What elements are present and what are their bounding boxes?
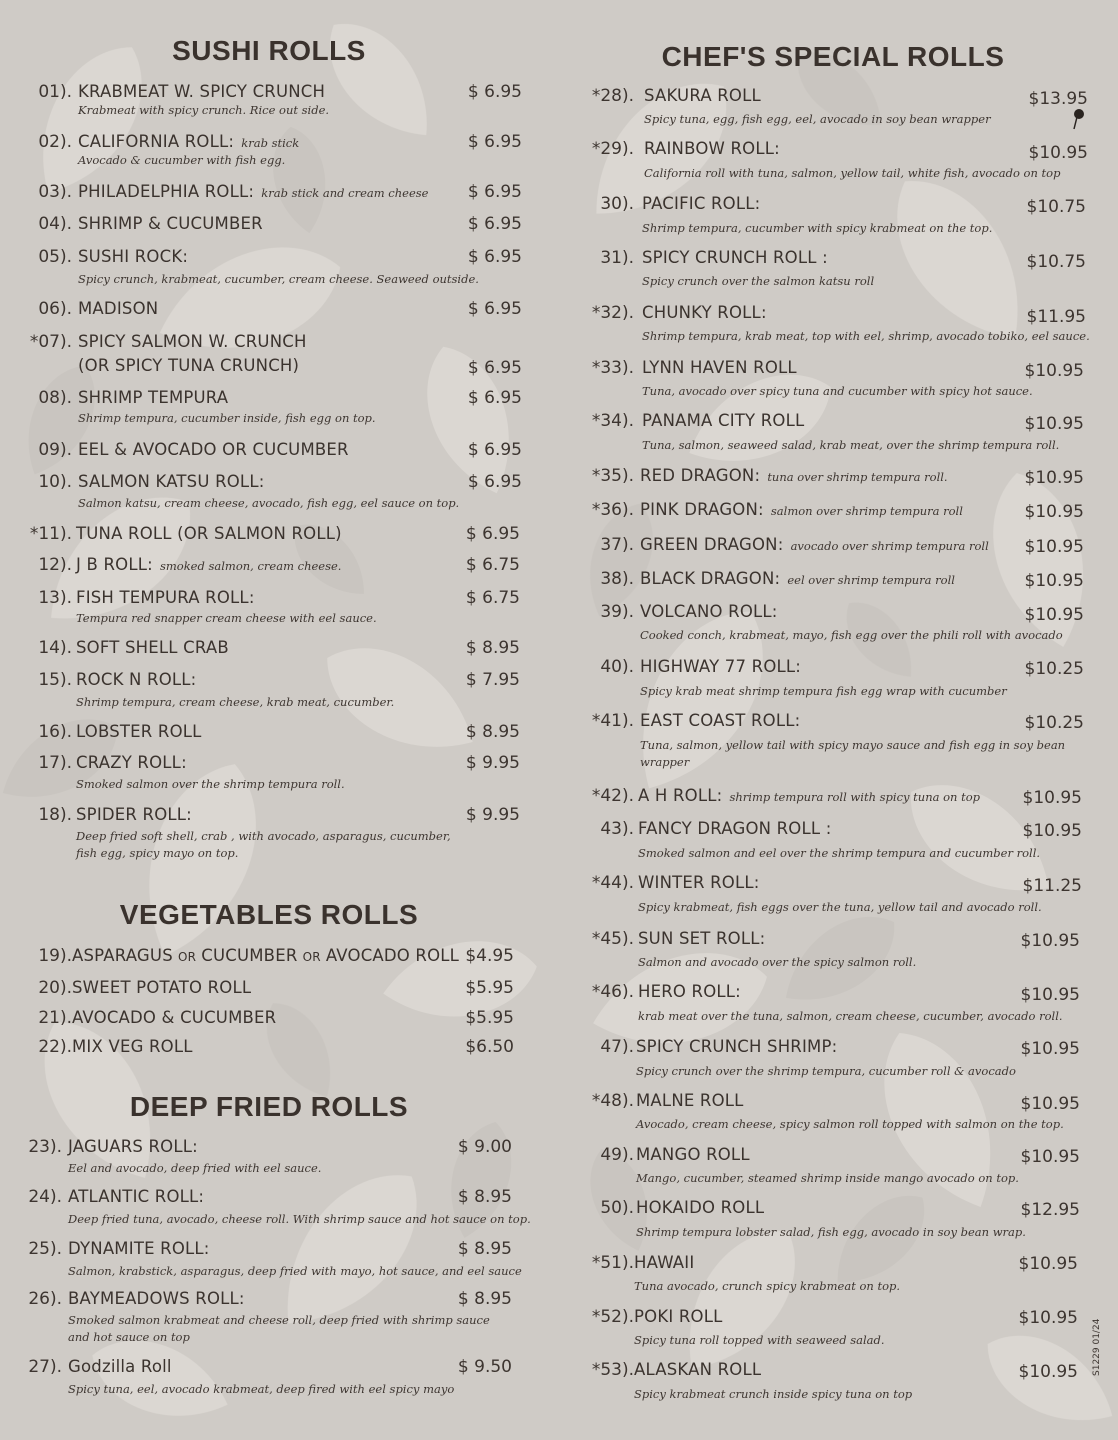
item-description: Salmon katsu, cream cheese, avocado, fish egg, eel sauce on top. bbox=[78, 496, 460, 510]
item-number: 21). bbox=[38, 1008, 72, 1028]
item-price: $4.95 bbox=[465, 946, 514, 966]
item-number: *28). bbox=[591, 86, 634, 106]
item-name: MIX VEG ROLL bbox=[72, 1037, 193, 1056]
item-price: $ 6.95 bbox=[467, 247, 522, 267]
item-price: $10.75 bbox=[1026, 197, 1086, 217]
item-price: $ 7.95 bbox=[465, 670, 520, 690]
item-number: *07). bbox=[29, 332, 72, 352]
item-description: Tuna, avocado over spicy tuna and cucumber with spicy hot sauce. bbox=[642, 384, 1033, 398]
item-number: 43). bbox=[600, 819, 634, 839]
item-number: *34). bbox=[591, 411, 634, 431]
item-price: $10.95 bbox=[1024, 537, 1084, 557]
item-number: 27). bbox=[28, 1357, 62, 1377]
item-price: $ 6.75 bbox=[465, 555, 520, 575]
item-name: GREEN DRAGON: bbox=[640, 535, 784, 554]
item-price: $ 8.95 bbox=[457, 1289, 512, 1309]
item-price: $10.25 bbox=[1024, 659, 1084, 679]
item-description: Spicy crunch, krabmeat, cucumber, cream cheese. Seaweed outside. bbox=[78, 272, 479, 286]
item-price: $ 9.95 bbox=[465, 805, 520, 825]
item-number: 38). bbox=[600, 569, 634, 589]
item-name: JAGUARS ROLL: bbox=[68, 1137, 198, 1156]
item-name: FANCY DRAGON ROLL : bbox=[638, 819, 832, 838]
item-note: salmon over shrimp tempura roll bbox=[770, 504, 963, 518]
vegetables-rolls-title: VEGETABLES ROLLS bbox=[119, 899, 419, 930]
item-number: 19). bbox=[38, 946, 72, 966]
item-number: *11). bbox=[29, 524, 72, 544]
item-price: $ 8.95 bbox=[465, 638, 520, 658]
item-name: KRABMEAT W. SPICY CRUNCH bbox=[78, 82, 326, 101]
item-name: RED DRAGON: bbox=[640, 466, 761, 485]
item-name: SHRIMP TEMPURA bbox=[78, 388, 229, 407]
item-description: Spicy tuna, eel, avocado krabmeat, deep fired with eel spicy mayo bbox=[68, 1382, 455, 1396]
item-number: 39). bbox=[600, 602, 634, 622]
item-number: 05). bbox=[38, 247, 72, 267]
item-number: 22). bbox=[38, 1037, 72, 1057]
item-description: Shrimp tempura lobster salad, fish egg, avocado in soy bean wrap. bbox=[636, 1225, 1026, 1239]
item-name: SUN SET ROLL: bbox=[638, 929, 766, 948]
item-description-line-2: wrapper bbox=[640, 755, 690, 769]
item-name-connector: OR bbox=[302, 950, 321, 964]
item-price: $10.95 bbox=[1024, 361, 1084, 381]
item-name: BLACK DRAGON: bbox=[640, 569, 781, 588]
item-name: LYNN HAVEN ROLL bbox=[642, 358, 797, 377]
item-price: $ 6.95 bbox=[467, 82, 522, 102]
item-number: 40). bbox=[600, 657, 634, 677]
item-description: Eel and avocado, deep fried with eel sauce. bbox=[68, 1161, 322, 1175]
item-name: ALASKAN ROLL bbox=[634, 1360, 762, 1379]
item-price: $12.95 bbox=[1020, 1200, 1080, 1220]
item-number: 04). bbox=[38, 214, 72, 234]
item-number: 17). bbox=[38, 753, 72, 773]
item-price: $10.95 bbox=[1020, 1147, 1080, 1167]
item-name: PANAMA CITY ROLL bbox=[642, 411, 805, 430]
item-price: $5.95 bbox=[465, 1008, 514, 1028]
item-number: 02). bbox=[38, 132, 72, 152]
item-name: CHUNKY ROLL: bbox=[642, 303, 767, 322]
item-price: $10.95 bbox=[1018, 1362, 1078, 1382]
item-name: SAKURA ROLL bbox=[644, 86, 761, 105]
item-price: $10.95 bbox=[1022, 788, 1082, 808]
item-name: Godzilla Roll bbox=[68, 1357, 172, 1376]
item-number: *46). bbox=[591, 982, 634, 1002]
item-name: CALIFORNIA ROLL: bbox=[78, 132, 235, 151]
item-number: *35). bbox=[591, 466, 634, 486]
item-price: $10.95 bbox=[1020, 1039, 1080, 1059]
item-name-part: AVOCADO ROLL bbox=[325, 946, 460, 965]
item-number: *45). bbox=[591, 929, 634, 949]
item-name-part: CUCUMBER bbox=[201, 946, 298, 965]
item-price: $ 6.95 bbox=[467, 440, 522, 460]
item-name: SPIDER ROLL: bbox=[76, 805, 192, 824]
item-price: $ 9.50 bbox=[457, 1357, 512, 1377]
item-name: PINK DRAGON: bbox=[640, 500, 764, 519]
item-name: MADISON bbox=[78, 299, 159, 318]
item-name: HOKAIDO ROLL bbox=[636, 1198, 765, 1217]
item-price: $10.95 bbox=[1022, 821, 1082, 841]
item-number: 37). bbox=[600, 535, 634, 555]
item-name: PHILADELPHIA ROLL: bbox=[78, 182, 255, 201]
item-name: DYNAMITE ROLL: bbox=[68, 1239, 210, 1258]
item-name: J B ROLL: bbox=[76, 555, 153, 574]
item-description: Smoked salmon and eel over the shrimp tempura and cucumber roll. bbox=[638, 846, 1041, 860]
item-note: krab stick bbox=[241, 136, 300, 150]
item-price: $10.95 bbox=[1024, 605, 1084, 625]
item-number: 49). bbox=[600, 1145, 634, 1165]
item-number: 26). bbox=[28, 1289, 62, 1309]
item-price: $10.95 bbox=[1020, 985, 1080, 1005]
item-name: RAINBOW ROLL: bbox=[644, 139, 780, 158]
item-name: BAYMEADOWS ROLL: bbox=[68, 1289, 245, 1308]
item-name: ATLANTIC ROLL: bbox=[68, 1187, 205, 1206]
item-price: $ 6.95 bbox=[467, 358, 522, 378]
item-number: *52). bbox=[591, 1307, 634, 1327]
item-price: $ 6.95 bbox=[467, 472, 522, 492]
item-description: Salmon, krabstick, asparagus, deep fried with mayo, hot sauce, and eel sauce bbox=[68, 1264, 522, 1278]
item-description: Smoked salmon over the shrimp tempura roll. bbox=[76, 777, 345, 791]
item-name: A H ROLL: bbox=[638, 786, 723, 805]
item-price: $ 6.95 bbox=[467, 132, 522, 152]
item-number: 03). bbox=[38, 182, 72, 202]
item-description: Spicy krabmeat crunch inside spicy tuna on top bbox=[634, 1387, 913, 1401]
item-description: krab meat over the tuna, salmon, cream cheese, cucumber, avocado roll. bbox=[638, 1009, 1063, 1023]
item-number: 15). bbox=[38, 670, 72, 690]
item-description: Spicy tuna roll topped with seaweed salad. bbox=[634, 1333, 885, 1347]
item-number: *41). bbox=[591, 711, 634, 731]
item-number: 08). bbox=[38, 388, 72, 408]
item-description: Krabmeat with spicy crunch. Rice out side. bbox=[78, 103, 330, 117]
item-price: $10.25 bbox=[1024, 713, 1084, 733]
item-number: 09). bbox=[38, 440, 72, 460]
item-name: VOLCANO ROLL: bbox=[640, 602, 778, 621]
ink-mark-icon bbox=[1071, 108, 1085, 130]
item-number: 10). bbox=[38, 472, 72, 492]
item-description: Spicy krab meat shrimp tempura fish egg wrap with cucumber bbox=[640, 684, 1007, 698]
item-description: Shrimp tempura, cucumber inside, fish egg on top. bbox=[78, 411, 376, 425]
item-description: Spicy crunch over the salmon katsu roll bbox=[642, 274, 875, 288]
item-note: smoked salmon, cream cheese. bbox=[159, 559, 342, 573]
item-price: $6.50 bbox=[465, 1037, 514, 1057]
item-number: *44). bbox=[591, 873, 634, 893]
item-number: *48). bbox=[591, 1091, 634, 1111]
item-description: Tuna, salmon, seaweed salad, krab meat, over the shrimp tempura roll. bbox=[642, 438, 1060, 452]
item-description: Deep fried soft shell, crab , with avocado, asparagus, cucumber, bbox=[76, 829, 451, 843]
item-name: AVOCADO & CUCUMBER bbox=[72, 1008, 277, 1027]
item-number: *29). bbox=[591, 139, 634, 159]
item-price: $5.95 bbox=[465, 978, 514, 998]
item-number: *53). bbox=[591, 1360, 634, 1380]
item-description: Mango, cucumber, steamed shrimp inside mango avocado on top. bbox=[636, 1171, 1019, 1185]
item-price: $ 8.95 bbox=[457, 1239, 512, 1259]
item-price: $ 6.95 bbox=[467, 388, 522, 408]
item-number: *42). bbox=[591, 786, 634, 806]
chefs-special-rolls-title: CHEF'S SPECIAL ROLLS bbox=[661, 41, 1005, 72]
item-price: $ 6.95 bbox=[467, 214, 522, 234]
item-note: krab stick and cream cheese bbox=[261, 186, 429, 200]
item-price: $ 6.95 bbox=[467, 299, 522, 319]
item-name: HERO ROLL: bbox=[638, 982, 741, 1001]
item-name: HIGHWAY 77 ROLL: bbox=[640, 657, 802, 676]
item-description: Spicy krabmeat, fish eggs over the tuna, yellow tail and avocado roll. bbox=[638, 900, 1042, 914]
item-price: $ 8.95 bbox=[465, 722, 520, 742]
print-code: S1229 01/24 bbox=[1092, 1318, 1102, 1376]
item-number: 30). bbox=[600, 194, 634, 214]
item-number: 12). bbox=[38, 555, 72, 575]
item-description: California roll with tuna, salmon, yellow tail, white fish, avocado on top bbox=[644, 166, 1061, 180]
item-name: HAWAII bbox=[634, 1253, 695, 1272]
item-name: SHRIMP & CUCUMBER bbox=[78, 214, 263, 233]
item-price: $ 9.95 bbox=[465, 753, 520, 773]
deep-fried-rolls-title: DEEP FRIED ROLLS bbox=[129, 1091, 409, 1122]
item-number: 24). bbox=[28, 1187, 62, 1207]
item-name-part: ASPARAGUS bbox=[72, 946, 173, 965]
item-price: $13.95 bbox=[1028, 89, 1088, 109]
item-number: 16). bbox=[38, 722, 72, 742]
item-price: $10.95 bbox=[1018, 1308, 1078, 1328]
item-price: $11.95 bbox=[1026, 307, 1086, 327]
item-description: Avocado, cream cheese, spicy salmon roll topped with salmon on the top. bbox=[636, 1117, 1064, 1131]
item-price: $ 8.95 bbox=[457, 1187, 512, 1207]
item-name: CRAZY ROLL: bbox=[76, 753, 187, 772]
item-name: SALMON KATSU ROLL: bbox=[78, 472, 265, 491]
item-description: Shrimp tempura, cucumber with spicy krabmeat on the top. bbox=[642, 221, 993, 235]
item-name: FISH TEMPURA ROLL: bbox=[76, 588, 255, 607]
item-name: SOFT SHELL CRAB bbox=[76, 638, 229, 657]
item-description-line-2: fish egg, spicy mayo on top. bbox=[76, 846, 239, 860]
item-description: Cooked conch, krabmeat, mayo, fish egg over the phili roll with avocado bbox=[640, 628, 1063, 642]
item-name: WINTER ROLL: bbox=[638, 873, 760, 892]
item-price: $ 9.00 bbox=[457, 1137, 512, 1157]
item-price: $ 6.75 bbox=[465, 588, 520, 608]
item-name: SPICY SALMON W. CRUNCH bbox=[78, 332, 307, 351]
item-name: SWEET POTATO ROLL bbox=[72, 978, 252, 997]
item-name-connector: OR bbox=[177, 950, 197, 964]
item-description: Deep fried tuna, avocado, cheese roll. With shrimp sauce and hot sauce on top. bbox=[68, 1212, 531, 1226]
item-price: $10.95 bbox=[1024, 414, 1084, 434]
item-name: SPICY CRUNCH SHRIMP: bbox=[636, 1037, 838, 1056]
item-description: Salmon and avocado over the spicy salmon roll. bbox=[638, 955, 917, 969]
item-note: avocado over shrimp tempura roll bbox=[790, 539, 989, 553]
item-name: TUNA ROLL (OR SALMON ROLL) bbox=[76, 524, 342, 543]
item-number: *51). bbox=[591, 1253, 634, 1273]
item-name: LOBSTER ROLL bbox=[76, 722, 202, 741]
item-number: 01). bbox=[38, 82, 72, 102]
item-note: eel over shrimp tempura roll bbox=[787, 573, 955, 587]
item-name: SUSHI ROCK: bbox=[78, 247, 189, 266]
item-price: $10.95 bbox=[1024, 502, 1084, 522]
item-number: 31). bbox=[600, 248, 634, 268]
item-description: Shrimp tempura, cream cheese, krab meat, cucumber. bbox=[76, 695, 395, 709]
item-name: POKI ROLL bbox=[634, 1307, 723, 1326]
sushi-rolls-title: SUSHI ROLLS bbox=[172, 35, 366, 66]
item-description: Tempura red snapper cream cheese with eel sauce. bbox=[76, 611, 377, 625]
item-price: $10.95 bbox=[1018, 1254, 1078, 1274]
item-number: 25). bbox=[28, 1239, 62, 1259]
item-description: Smoked salmon krabmeat and cheese roll, deep fried with shrimp sauce bbox=[68, 1313, 490, 1327]
item-name: ROCK N ROLL: bbox=[76, 670, 197, 689]
item-note: shrimp tempura roll with spicy tuna on top bbox=[729, 790, 981, 804]
item-number: 50). bbox=[600, 1198, 634, 1218]
item-number: 13). bbox=[38, 588, 72, 608]
item-name: PACIFIC ROLL: bbox=[642, 194, 761, 213]
item-description: Tuna avocado, crunch spicy krabmeat on top. bbox=[634, 1279, 901, 1293]
item-number: *36). bbox=[591, 500, 634, 520]
item-price: $10.95 bbox=[1024, 571, 1084, 591]
item-price: $11.25 bbox=[1022, 876, 1082, 896]
item-description: Spicy crunch over the shrimp tempura, cucumber roll & avocado bbox=[636, 1064, 1016, 1078]
item-description: Avocado & cucumber with fish egg. bbox=[78, 153, 286, 167]
item-price: $10.95 bbox=[1028, 143, 1088, 163]
item-number: 47). bbox=[600, 1037, 634, 1057]
item-note: tuna over shrimp tempura roll. bbox=[767, 470, 948, 484]
item-name: MANGO ROLL bbox=[636, 1145, 750, 1164]
item-number: 18). bbox=[38, 805, 72, 825]
item-price: $ 6.95 bbox=[465, 524, 520, 544]
item-number: *33). bbox=[591, 358, 634, 378]
item-price: $10.95 bbox=[1024, 468, 1084, 488]
item-number: 20). bbox=[38, 978, 72, 998]
item-number: 23). bbox=[28, 1137, 62, 1157]
item-number: 06). bbox=[38, 299, 72, 319]
item-number: 14). bbox=[38, 638, 72, 658]
item-number: *32). bbox=[591, 303, 634, 323]
item-price: $10.95 bbox=[1020, 1094, 1080, 1114]
item-price: $10.95 bbox=[1020, 931, 1080, 951]
item-name: MALNE ROLL bbox=[636, 1091, 744, 1110]
item-description: Tuna, salmon, yellow tail with spicy mayo sauce and fish egg in soy bean bbox=[640, 738, 1066, 752]
item-name: EAST COAST ROLL: bbox=[640, 711, 801, 730]
item-name-line-2: (OR SPICY TUNA CRUNCH) bbox=[78, 356, 300, 375]
item-description: Shrimp tempura, krab meat, top with eel, shrimp, avocado tobiko, eel sauce. bbox=[642, 329, 1090, 343]
item-price: $ 6.95 bbox=[467, 182, 522, 202]
item-description: Spicy tuna, egg, fish egg, eel, avocado in soy bean wrapper bbox=[644, 112, 991, 126]
item-name: EEL & AVOCADO OR CUCUMBER bbox=[78, 440, 349, 459]
item-price: $10.75 bbox=[1026, 252, 1086, 272]
item-description-line-2: and hot sauce on top bbox=[68, 1330, 190, 1344]
item-name: SPICY CRUNCH ROLL : bbox=[642, 248, 828, 267]
